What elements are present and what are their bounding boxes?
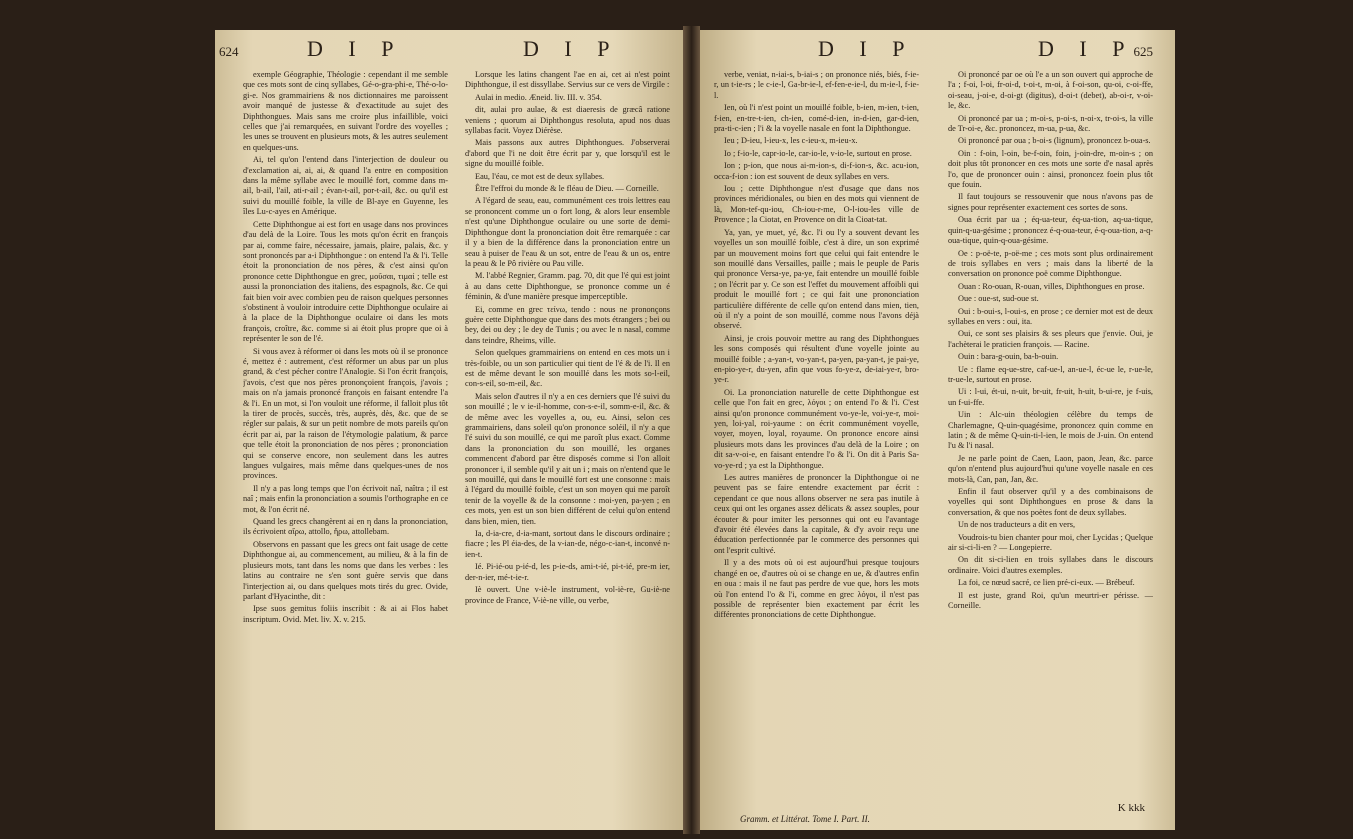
left-page [215,30,683,830]
paragraph: On dit si-ci-lien en trois syllabes dans le discours ordinaire. Voici d'autres exemples. [948,555,1153,575]
paragraph: M. l'abbé Regnier, Gramm. pag. 70, dit que l'é qui est joint à au dans cette Diphthongue, se prononce comme un é féminin, & d'une manière presque imperceptible. [465,271,670,302]
paragraph: Ien, où l'i n'est point un mouillé foible, b-ien, m-ien, t-ien, f-ien, en-tre-t-ien, ch-ien, comé-d-ien, in-d-ien, gar-d-ien, pra-ti-c-ien ; l'i & la voyelle nasale en font la Diphthongue. [714,103,919,134]
paragraph: Ipse suos gemitus foliis inscribit : & ai ai Flos habet inscriptum. Ovid. Met. liv. X. v. 215. [243,604,448,624]
paragraph: Il faut toujours se ressouvenir que nous n'avons pas de signes pour représenter exactement ces sortes de sons. [948,192,1153,212]
paragraph: Il est juste, grand Roi, qu'un meurtri-er périsse. — Corneille. [948,590,1153,611]
paragraph: Oi prononcé par oua ; b-oi-s (lignum), prononcez b-oua-s. [958,136,1151,146]
book-gutter [683,26,700,834]
paragraph: Être l'effroi du monde & le fléau de Dieu. — Corneille. [475,184,659,194]
paragraph: Ouin : bara-g-ouin, ba-b-ouin. [958,352,1059,362]
right-page-column-2 [948,70,1153,815]
paragraph: Ue : flame eq-ue-stre, caf-ue-l, an-ue-l, éc-ue le, r-ue-le, tr-ue-le, surtout en prose. [948,364,1153,384]
right-page [700,30,1175,830]
paragraph: Ya, yan, ye muet, yé, &c. l'i ou l'y a souvent devant les voyelles un son mouillé foible, c'est à dire, un son exprimé par un mouvement moins fort que celui qui fait entendre le son mouillé dans Versailles, paille ; mais le peuple de Paris qui prononce Versa-ye, pa-ye, fait entendre un mouillé foible ; on l'écrit par y. Ce son est l'effet du mouvement affoibli qui produit le mouillé fort ; ce qui fait une prononciation particulière différente de celle qu'on entend dans mien, tien, où il n'y a point de son mouillé, comme nous l'avons déjà observé. [714,227,919,331]
paragraph: Selon quelques grammairiens on entend en ces mots un i très-foible, ou un son particulier qui tient de l'é & de l'i. Il en est de même devant le son mouillé dans les mots so-l-eil, con-s-eil, so-m-eil, &c. [465,348,670,389]
paragraph: Enfin il faut observer qu'il y a des combinaisons de voyelles qui sont Diphthongues en prose & dans la conversation, & que nos poètes font de deux syllabes. [948,487,1153,517]
paragraph: Iou ; cette Diphthongue n'est d'usage que dans nos provinces méridionales, ou bien en des mots qui viennent de là, Mon-tef-qu-iou, Ch-iou-r-me, O-l-iou-les ville de Provence ; la Ciotat, en Provence on dit la Cioat-tat. [714,184,919,225]
paragraph: Quand les grecs changèrent ai en η dans la prononciation, ils écrivoient αἴρω, attollo, ἤρω, attollebam. [243,517,448,537]
paragraph: Observons en passant que les grecs ont fait usage de cette Diphthongue ai, au commencement, au milieu, & à la fin de plusieurs mots, tant dans les noms que dans les verbes : les latins au contraire ne s'en sont guère servis que dans l'interjection ai, ou dans quelques mots tirés du grec. Ovide, parlant d'Hyacinthe, dit : [243,539,448,601]
paragraph: Uin : Alc-uin théologien célèbre du temps de Charlemagne, Q-uin-quagésime, prononcez quin comme en latin ; & de même Q-uin-ti-l-ien, le mois de J-uin. On entend l'u & l'i nasal. [948,410,1153,451]
paragraph: La foi, ce nœud sacré, ce lien pré-ci-eux. — Brébeuf. [958,578,1135,588]
paragraph: Io ; f-io-le, capr-io-le, car-io-le, v-io-le, surtout en prose. [724,148,912,158]
paragraph: Il y a des mots où oi est aujourd'hui presque toujours changé en oe, d'autres où oi se change en ue, & d'autres enfin en oua : mais il ne faut pas perdre de vue que, hors les mots où l'on entend l'o & l'i, comme en grec λόγοι, il n'est pas possible de représenter bien exactement par écrit les différentes prononciations de cette Diphthongue. [714,558,919,620]
left-page-number: 624 [219,44,239,59]
left-page-header [215,36,683,62]
paragraph: Cette Diphthongue ai est fort en usage dans nos provinces d'au delà de la Loire. Tous les mots qu'on écrit en françois par ai, comme faire, nécessaire, jamais, plaire, palais, &c. y sont prononcés par a-i Diphthongue : on entend l'a & l'i. Telle étoit la prononciation de nos pères, & c'est ainsi qu'on prononce cette Diphthongue en grec, μοῦσαι, τιμαί ; telle est aussi la prononciation des italiens, des espagnols, &c. Ce qui fait bien voir avec combien peu de raison quelques personnes s'obstinent à vouloir introduire cette Diphthongue oculaire ai à la place de la Diphthongue oculaire oi dans les mots françois, croître, &c. comme si ai étoit plus propre que oi à représenter le son de l'é. [243,219,448,344]
paragraph: Un de nos traducteurs a dit en vers, [958,520,1076,530]
paragraph: Ié. Pi-ié-ou p-ié-d, les p-ie-ds, ami-t-ié, pi-t-ié, pre-m ier, der-n-ier, mé-t-ie-r. [465,562,670,582]
paragraph: Oi prononcé par ua ; m-oi-s, p-oi-s, n-oi-x, tr-oi-s, la ville de Tr-oi-e, &c. prononcez, m-ua, p-ua, &c. [948,113,1153,134]
paragraph: Aulai in medio. Æneid. liv. III. v. 354. [475,92,602,102]
paragraph: Voudrois-tu bien chanter pour moi, cher Lycidas ; Quelque air si-ci-li-en ? — Longepierre. [948,532,1153,553]
paragraph: Ouan : Ro-ouan, R-ouan, villes, Diphthongues en prose. [958,281,1145,291]
paragraph: Ei, comme en grec τείνω, tendo : nous ne prononçons guère cette Diphthongue que dans des mots étrangers ; bei ou bey, dei ou dey ; le dey de Tunis ; ou avec le n nasal, comme dans teindre, Rheims, ville. [465,304,670,345]
left-header-right: D I P [523,36,620,61]
paragraph: Oui, ce sont ses plaisirs & ses pleurs que j'envie. Oui, je l'achèterai le praticien françois. — Racine. [948,329,1153,349]
paragraph: Oui : b-oui-s, l-oui-s, en prose ; ce dernier mot est de deux syllabes en vers : oui, ita. [948,306,1153,326]
paragraph: Oin : f-oin, l-oin, be-f-oin, foin, j-oin-dre, m-oin-s ; on doit plus tôt prononcer en ces mots une sorte d'e nasal après l'o, que de prononcer ouin : ainsi, prononcez foein plus tôt que fouin. [948,148,1153,190]
paragraph: Ai, tel qu'on l'entend dans l'interjection de douleur ou d'exclamation ai, ai, ai, & quand l'a entre en composition dans la même syllabe avec le mouillé fort, comme dans m-ail, b-ail, l'ail, ati-r-ail ; évan-t-ail, por-t-ail, &c. ou qu'il est suivi du mouillé foible, la ville de Bl-aye en Guyenne, les îles Lu-c-ayes en Amérique. [243,155,448,217]
right-header-right: D I P [1038,36,1135,61]
paragraph: Oi. La prononciation naturelle de cette Diphthongue est celle que l'on fait en grec, λόγοι ; on entend l'o & l'i. C'est ainsi qu'on prononce communément vo-ye-le, voi-ye-r, moi-yen, loi-yal, roi-yaume : on écrit communément voyelle, voyer, moyen, loyal, royaume. On prononce encore ainsi plusieurs mots dans les provinces d'au delà de la Loire ; on dit sa-v-oi-e, en faisant entendre l'o & l'i. On dit à Paris Sa-vo-ye-rd ; ya est la Diphthongue. [714,387,919,470]
right-page-footer: Gramm. et Littérat. Tome I. Part. II. [740,814,870,824]
paragraph: Mais passons aux autres Diphthongues. J'observerai d'abord que l'i ne doit être écrit par y, que lorsqu'il est le signe du mouillé foible. [465,138,670,169]
left-header-left: D I P [307,36,404,61]
paragraph: Ieu ; D-ieu, l-ieu-x, les c-ieu-x, m-ieu-x. [724,136,858,146]
paragraph: Oi prononcé par oe où l'e a un son ouvert qui approche de l'a ; f-oi, l-oi, fr-oi-d, t-oi-t, m-oi, à f-oi-son, qu-oi, c-oi-ffe, oi-seau, j-oi-e, d-oi-gt (digitus), d-oi-t (debet), ab-oi-r, v-oi-le, &c. [948,70,1153,111]
paragraph: Lorsque les latins changent l'ae en ai, cet ai n'est point Diphthongue, il est dissyllabe. Servius sur ce vers de Virgile : [465,70,670,90]
paragraph: Les autres manières de prononcer la Diphthongue oi ne peuvent pas se faire entendre exactement par écrit : cependant ce que nous allons observer ne sera pas inutile à ceux qui ont les organes assez délicats & assez souples, pour écouter & pour imiter les personnes qui ont eu l'avantage d'avoir été élevées dans la capitale, & d'y avoir reçu une éducation perfectionnée par le commerce des personnes qui ont l'esprit cultivé. [714,473,919,555]
paragraph: Si vous avez à réformer oi dans les mots où il se prononce é, mettez é : autrement, c'est réformer un abus par un plus grand, & c'est pécher contre l'Analogie. Si l'on écrit françois, j'avois, c'est que nos pères prononçoient françois, j'avois ; mais on n'a jamais prononcé françois en faisant entendre l'a & l'i. En un mot, si l'on vouloit une réforme, il falloit plus tôt la tirer de procès, succès, très, auprès, dès, &c. que de se régler sur palais, & sur un petit nombre de mots pareils qu'on écrit par ai, par la raison de l'étymologie palatium, & parce que telle étoit la prononciation de nos pères ; prononciation qui se conserve encore, non seulement dans les autres langues vulgaires, mais même dans quelques-unes de nos provinces. [243,346,448,481]
paragraph: Mais selon d'autres il n'y a en ces derniers que l'é suivi du son mouillé ; le v ie-il-homme, con-s-e-il, somm-e-il, &c. & de même avec les voyelles a, ou, eu. Ainsi, selon ces grammairiens, dans soleil qu'on prononce soléil, il n'y a que l'é suivi du son mouillé, ce qui me paroît plus exact. Comme dans la prononciation du son mouillé, les organes commencent d'abord par être disposés comme si l'on alloit prononcer i, il semble qu'il y ait un i ; mais on n'entend que le son mouillé, qui dans le mouillé fort est une consonne : mais à l'égard du mouillé foible, c'est un son moyen qui me paroît tenir de la voyelle & de la consonne : moi-yen, pa-yen ; en ces mots, yen est un son bien différent de celui qu'on entend dans bien, mien, tien. [465,391,670,526]
paragraph: dit, aulai pro aulae, & est diaeresis de græcâ ratione veniens ; quorum ai Diphthongus resoluta, apud nos duas syllabas facit. Voyez Diérèse. [465,105,670,136]
paragraph: A l'égard de seau, eau, communément ces trois lettres eau se prononcent comme un o fort long, & alors leur ensemble n'est qu'une Diphthongue oculaire ou une sorte de demi-Diphthongue dont la prononciation doit être remarquée : car il y a bien de la différence dans la prononciation entre un seau à puiser de l'eau & un sot, entre de l'eau & un os, entre la peau & le Pô rivière ou Pau ville. [465,196,670,268]
paragraph: Ui : l-ui, ét-ui, n-uit, br-uit, fr-uit, h-uit, b-ui-re, je f-uis, un f-ui-ffe. [948,387,1153,407]
paragraph: exemple Géographie, Théologie : cependant il me semble que ces mots sont de cinq syllabes, Gé-o-gra-phi-e, Thé-o-lo-gi-e. Nos grammairiens & nos dictionnaires me paroissent avoir manqué de justesse & d'exactitude au sujet des Diphthongues. Mais sans me croire plus infaillible, voici celles que j'ai remarquées, en suivant l'ordre des voyelles ; les unes se trouvent en plusieurs mots, & les autres seulement en quelques-uns. [243,70,448,152]
paragraph: Ia, d-ia-cre, d-ia-mant, sortout dans le discours ordinaire ; fiacre ; les Pl éia-des, de la v-ian-de, négo-c-ian-t, inconvé n-ien-t. [465,529,670,559]
paragraph: Il n'y a pas long temps que l'on écrivoit naî, naîtra ; il est naî ; mais enfin la prononciation a soumis l'orthographe en ce mot, & l'on écrit né. [243,483,448,514]
paragraph: Oue : oue-st, sud-oue st. [958,294,1039,304]
paragraph: Oua écrit par ua ; éq-ua-teur, éq-ua-tion, aq-ua-tique, quin-q-ua-gésime ; prononcez é-q-oua-teur, é-q-oua-tion, a-q-oua-tique, quin-q-oua-gésime. [948,215,1153,246]
paragraph: Iè ouvert. Une v-iè-le instrument, vol-iè-re, Gu-iè-ne province de France, V-iè-ne ville, ou verbe, [465,585,670,605]
paragraph: Ainsi, je crois pouvoir mettre au rang des Diphthongues les sons composés qui résultent d'une voyelle jointe au mouillé foible ; a-yan-t, vo-yan-t, pa-yen, pa-yan-t, je pai-ye, en-pio-ye-r, du-yen, afin que vous fo-ye-z, de-iai-ye-r, bro-ye-r. [714,333,919,385]
right-page-column-1 [714,70,919,815]
paragraph: Je ne parle point de Caen, Laon, paon, Jean, &c. parce qu'on n'entend plus aujourd'hui qu'une voyelle nasale en ces mots-là, Can, pan, Jan, &c. [948,453,1153,484]
signature-mark: K kkk [1117,802,1145,814]
paragraph: Oe : p-oë-te, p-oë-me ; ces mots sont plus ordinairement de trois syllabes en vers ; mais dans la liberté de la conversation on prononce poë comme Diphthongue. [948,248,1153,279]
paragraph: Ion ; p-ion, que nous ai-m-ion-s, di-f-ion-s, &c. acu-ion, occa-f-ion : ion est souvent de deux syllabes en vers. [714,161,919,181]
right-header-left: D I P [818,36,915,61]
paragraph: verbe, veniat, n-iai-s, b-iai-s ; on prononce niés, biés, f-ie-r, un t-ie-rs ; le c-ie-l, Ga-br-ie-l, ef-fen-e-ie-l, du m-ie-l, f-ie-l. [714,70,919,100]
right-page-header [700,36,1175,62]
right-page-number: 625 [1133,44,1153,59]
paragraph: Eau, l'éau, ce mot est de deux syllabes. [475,171,605,181]
left-page-column-1 [243,70,448,815]
left-page-column-2 [465,70,670,815]
